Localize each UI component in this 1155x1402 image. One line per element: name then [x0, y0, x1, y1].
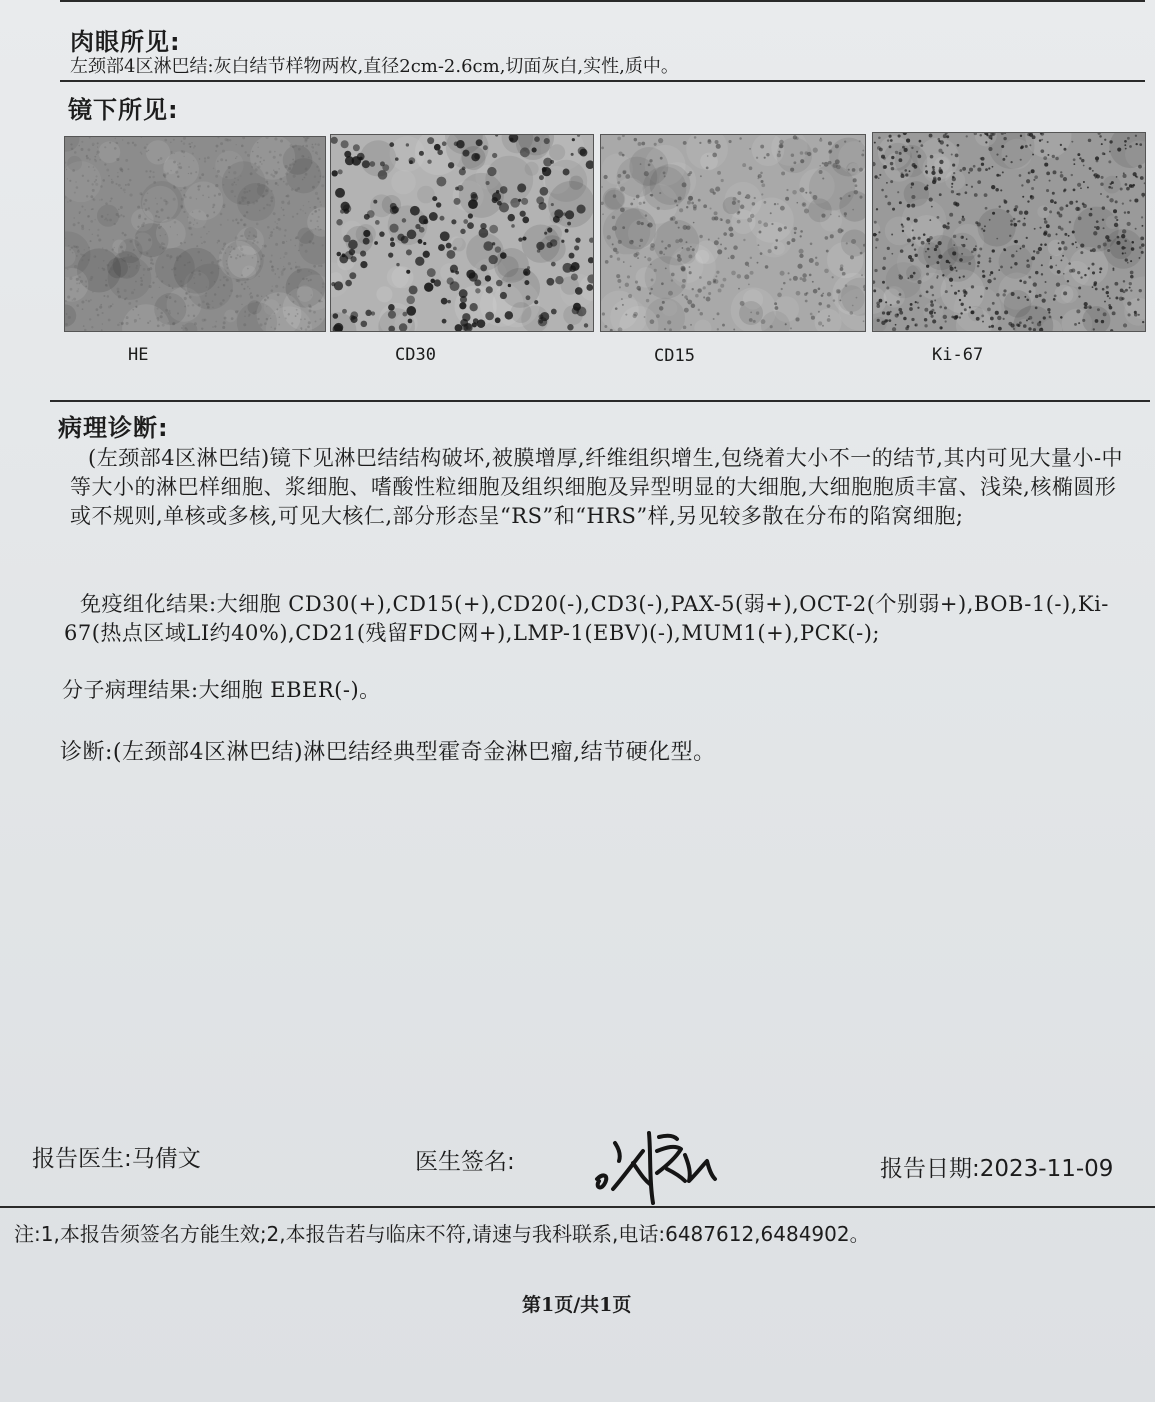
ihc-results: 免疫组化结果:大细胞 CD30(+),CD15(+),CD20(-),CD3(-),PAX-5(弱+),OCT-2(个别弱+),BOB-1(-),Ki-67(热点区域LI约40%),CD21(残留FDC网+),LMP-1(EBV)(-),MUM1(+),PCK(-);: [64, 592, 1109, 645]
micro-heading: 镜下所见:: [68, 96, 179, 124]
diagnosis-heading: 病理诊断:: [58, 414, 169, 442]
micro-image-cd30: [330, 134, 594, 332]
caption-ki67: Ki-67: [932, 345, 984, 365]
micro-image-he: [64, 136, 326, 332]
gross-heading: 肉眼所见:: [70, 28, 181, 56]
micro-image-ki67: [872, 132, 1146, 332]
gross-rule: [60, 80, 1145, 82]
diagnosis-conclusion: 诊断:(左颈部4区淋巴结)淋巴结经典型霍奇金淋巴瘤,结节硬化型。: [60, 740, 716, 765]
report-date: 报告日期:2023-11-09: [880, 1156, 1114, 1182]
footer-note: 注:1,本报告须签名方能生效;2,本报告若与临床不符,请速与我科联系,电话:6487612,6484902。: [14, 1222, 870, 1246]
diagnosis-paragraph: (左颈部4区淋巴结)镜下见淋巴结结构破坏,被膜增厚,纤维组织增生,包绕着大小不一的结节,其内可见大量小-中等大小的淋巴样细胞、浆细胞、嗜酸性粒细胞及组织细胞及异型明显的大细胞,大细胞胞质丰富、浅染,核椭圆形或不规则,单核或多核,可见大核仁,部分形态呈“RS”和“HRS”样,另见较多散在分布的陷窝细胞;: [70, 446, 1124, 528]
reporting-doctor: 报告医生:马倩文: [32, 1146, 201, 1172]
molecular-results: 分子病理结果:大细胞 EBER(-)。: [62, 678, 381, 702]
footer-rule: [0, 1206, 1155, 1208]
micro-rule: [50, 400, 1150, 402]
caption-cd30: CD30: [395, 345, 436, 365]
signature-label: 医生签名:: [415, 1149, 515, 1175]
top-rule: [60, 0, 1145, 2]
page-number: 第1页/共1页: [522, 1294, 632, 1316]
caption-he: HE: [128, 345, 149, 365]
gross-text: 左颈部4区淋巴结:灰白结节样物两枚,直径2cm-2.6cm,切面灰白,实性,质中。: [70, 56, 679, 77]
handwritten-signature: [585, 1115, 725, 1210]
micro-image-cd15: [600, 134, 866, 332]
caption-cd15: CD15: [654, 346, 695, 366]
